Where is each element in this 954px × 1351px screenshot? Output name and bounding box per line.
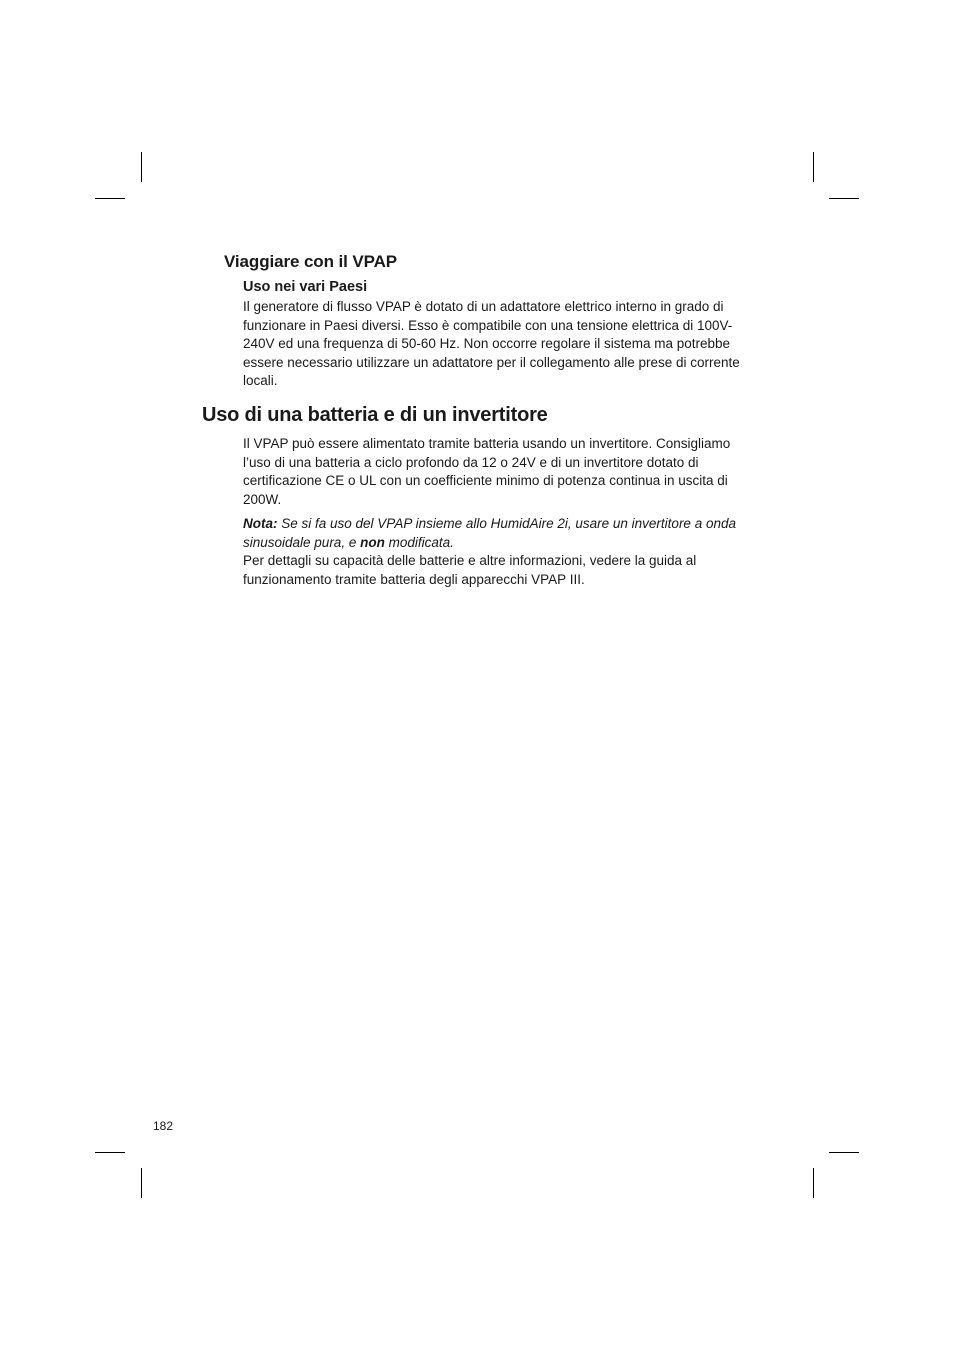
- crop-mark-top-left-vertical: [141, 152, 142, 182]
- crop-mark-bottom-left-horizontal: [95, 1152, 125, 1153]
- crop-mark-bottom-right-vertical: [813, 1168, 814, 1198]
- page-number: 182: [153, 1119, 174, 1133]
- crop-mark-bottom-left-vertical: [141, 1168, 142, 1198]
- crop-mark-top-right-horizontal: [829, 198, 859, 199]
- crop-mark-top-left-horizontal: [95, 198, 125, 199]
- paragraph-details: Per dettagli su capacità delle batterie e altre informazioni, vedere la guida al funzionamento tramite batteria degli apparecchi VPAP III.: [243, 553, 697, 587]
- section-heading-battery: Uso di una batteria e di un invertitore: [202, 404, 548, 426]
- section-heading-travel: Viaggiare con il VPAP: [224, 252, 397, 271]
- paragraph-battery: Il VPAP può essere alimentato tramite batteria usando un invertitore. Consigliamo l’uso di una batteria a ciclo profondo da 12 o 24V e di un invertitore dotato di certificazione CE o UL con un coefficiente minimo di potenza continua in uscita di 200W.: [243, 436, 731, 507]
- note-paragraph: [243, 515, 755, 552]
- paragraph-countries: Il generatore di flusso VPAP è dotato di un adattatore elettrico interno in grado di funzionare in Paesi diversi. Esso è compatibile con una tensione elettrica di 100V-240V ed una frequenza di 50-60 Hz. Non occorre regolare il sistema ma potrebbe essere necessario utilizzare un adattatore per il collegamento alle prese di corrente locali.: [243, 299, 740, 389]
- subheading-countries: Uso nei vari Paesi: [243, 279, 368, 295]
- note-text-1: Se si fa uso del VPAP insieme allo HumidAire 2i, usare un invertitore a onda sinusoidale pura, e: [243, 516, 736, 550]
- note-label: Nota:: [243, 516, 278, 531]
- crop-mark-bottom-right-horizontal: [829, 1152, 859, 1153]
- note-text-2: modificata.: [384, 534, 454, 550]
- note-emphasis: non: [360, 534, 385, 550]
- crop-mark-top-right-vertical: [813, 152, 814, 182]
